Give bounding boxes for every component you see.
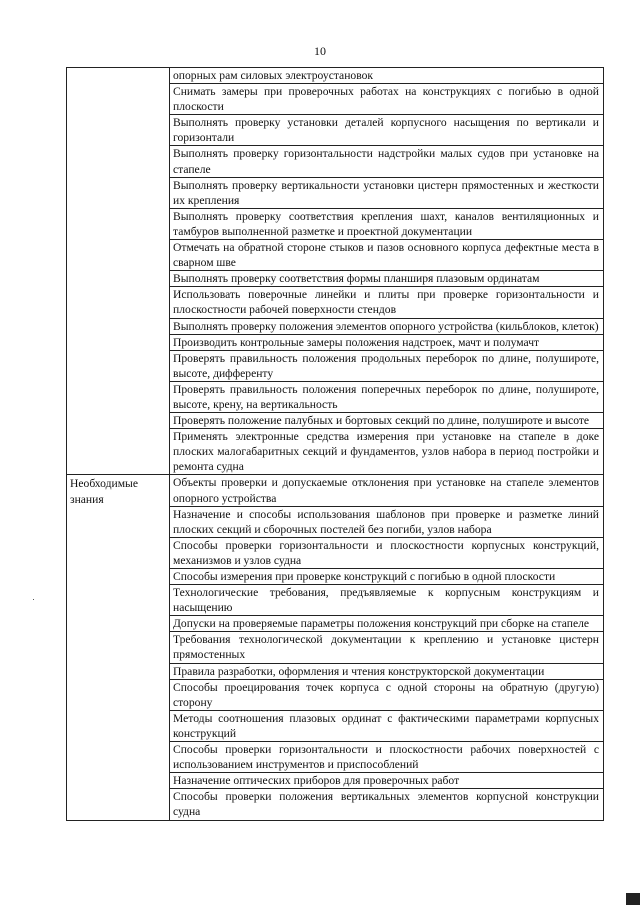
requirement-text: Объекты проверки и допускаемые отклонения при установке на стапеле элементов опорного устройства (170, 475, 604, 506)
requirement-text: Проверять правильность положения поперечных переборок по длине, полушироте, высоте, крену, на вертикальность (170, 381, 604, 412)
table-row (67, 68, 604, 84)
table-row (67, 475, 604, 506)
requirement-text: Выполнять проверку соответствия формы планширя плазовым ординатам (170, 271, 604, 287)
requirement-text: Применять электронные средства измерения при установке на стапеле в доке плоских малогабаритных секций и фундаментов, узлов набора в период постройки и ремонта судна (170, 429, 604, 475)
requirements-table (66, 67, 604, 821)
requirement-text: Выполнять проверку вертикальности установки цистерн прямостенных и жесткости их крепления (170, 177, 604, 208)
requirement-text: Отмечать на обратной стороне стыков и пазов основного корпуса дефектные места в сварном шве (170, 240, 604, 271)
requirement-text: Способы проверки горизонтальности и плоскостности рабочих поверхностей с использованием инструментов и приспособлений (170, 742, 604, 773)
scan-speck (33, 599, 34, 600)
requirement-text: Выполнять проверку установки деталей корпусного насыщения по вертикали и горизонтали (170, 115, 604, 146)
requirement-text: Методы соотношения плазовых ординат с фактическими параметрами корпусных конструкций (170, 710, 604, 741)
requirement-text: Назначение и способы использования шаблонов при проверке и разметке линий плоских секций и сборочных постелей без погиби, узлов набора (170, 506, 604, 537)
requirement-text: Проверять положение палубных и бортовых секций по длине, полушироте и высоте (170, 413, 604, 429)
section-label-empty (67, 68, 170, 475)
requirement-text: Требования технологической документации к креплению и установке цистерн прямостенных (170, 632, 604, 663)
requirement-text: Способы проецирования точек корпуса с одной стороны на обратную (другую) сторону (170, 679, 604, 710)
requirement-text: Допуски на проверяемые параметры положения конструкций при сборке на стапеле (170, 616, 604, 632)
requirement-text: Способы проверки горизонтальности и плоскостности корпусных конструкций, механизмов и узлов судна (170, 537, 604, 568)
requirement-text: Способы измерения при проверке конструкций с погибью в одной плоскости (170, 569, 604, 585)
requirement-text: Использовать поверочные линейки и плиты при проверке горизонтальности и плоскостности рабочей поверхности стендов (170, 287, 604, 318)
requirement-text: Снимать замеры при проверочных работах на конструкциях с погибью в одной плоскости (170, 84, 604, 115)
requirement-text: Выполнять проверку соответствия крепления шахт, каналов вентиляционных и тамбуров выполненной разметке и проектной документации (170, 208, 604, 239)
requirement-text: Производить контрольные замеры положения надстроек, мачт и полумачт (170, 334, 604, 350)
requirement-text: Правила разработки, оформления и чтения конструкторской документации (170, 663, 604, 679)
requirement-text: опорных рам силовых электроустановок (170, 68, 604, 84)
requirement-text: Способы проверки положения вертикальных элементов корпусной конструкции судна (170, 789, 604, 820)
requirement-text: Выполнять проверку положения элементов опорного устройства (кильблоков, клеток) (170, 318, 604, 334)
scan-corner-mark (626, 893, 640, 905)
requirements-table-body (67, 68, 604, 821)
page-number: 10 (314, 44, 326, 58)
requirement-text: Выполнять проверку горизонтальности надстройки малых судов при установке на стапеле (170, 146, 604, 177)
requirement-text: Назначение оптических приборов для проверочных работ (170, 773, 604, 789)
requirement-text: Технологические требования, предъявляемые к корпусным конструкциям и насыщению (170, 585, 604, 616)
requirement-text: Проверять правильность положения продольных переборок по длине, полушироте, высоте, дифференту (170, 350, 604, 381)
section-label-required-knowledge: Необходимые знания (67, 475, 170, 820)
